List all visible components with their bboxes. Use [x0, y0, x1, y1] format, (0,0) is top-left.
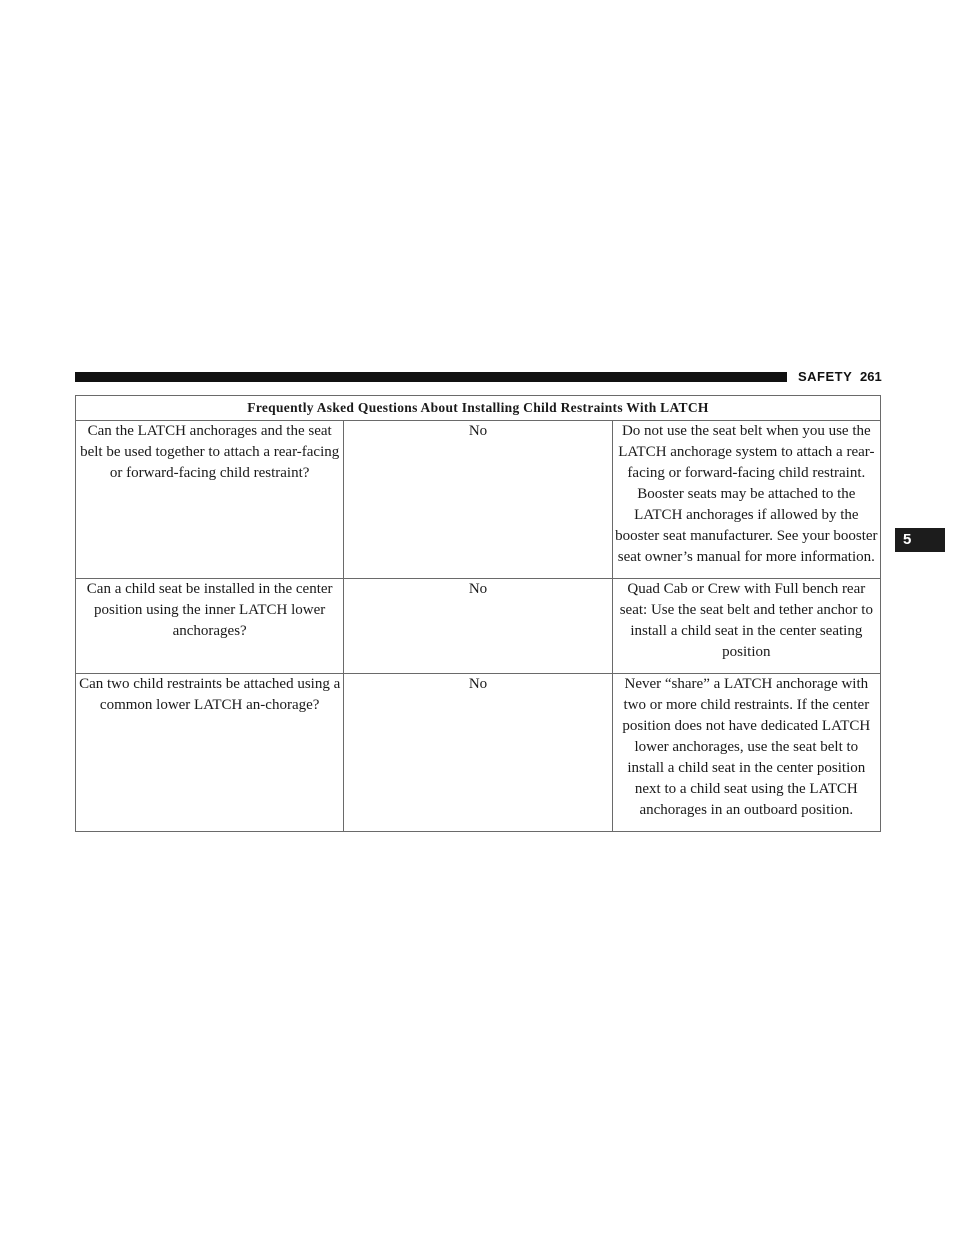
table-row [76, 421, 881, 579]
note-paragraph: Do not use the seat belt when you use the LATCH anchorage system to attach a rear-facing or forward-facing child restraint. [618, 423, 875, 481]
section-title: SAFETY [798, 369, 853, 384]
notes-cell [612, 421, 880, 579]
header-rule [75, 372, 787, 382]
note-paragraph: Booster seats may be attached to the LATCH anchorages if allowed by the booster seat manufacturer. See your booster seat owner’s manual for more information. [615, 486, 878, 565]
table-row [76, 674, 881, 832]
table-title: Frequently Asked Questions About Installing Child Restraints With LATCH [76, 396, 881, 421]
table-row [76, 579, 881, 674]
notes-cell [612, 579, 880, 674]
note-paragraph: Never “share” a LATCH anchorage with two or more child restraints. If the center position does not have dedicated LATCH lower anchorages, use the seat belt to install a child seat in the center position next to a child seat using the LATCH anchorages in an outboard position. [622, 676, 871, 818]
question-cell: Can two child restraints be attached using a common lower LATCH an-chorage? [76, 674, 344, 832]
answer-cell: No [344, 579, 612, 674]
answer-cell: No [344, 421, 612, 579]
answer-cell: No [344, 674, 612, 832]
page-number: 261 [860, 369, 882, 384]
chapter-tab: 5 [895, 528, 945, 552]
question-cell: Can the LATCH anchorages and the seat belt be used together to attach a rear-facing or forward-facing child restraint? [76, 421, 344, 579]
notes-cell [612, 674, 880, 832]
question-cell: Can a child seat be installed in the center position using the inner LATCH lower anchorages? [76, 579, 344, 674]
note-paragraph: Quad Cab or Crew with Full bench rear seat: Use the seat belt and tether anchor to install a child seat in the center seating position [619, 581, 873, 660]
table-title-row [76, 396, 881, 421]
faq-table [75, 395, 881, 832]
